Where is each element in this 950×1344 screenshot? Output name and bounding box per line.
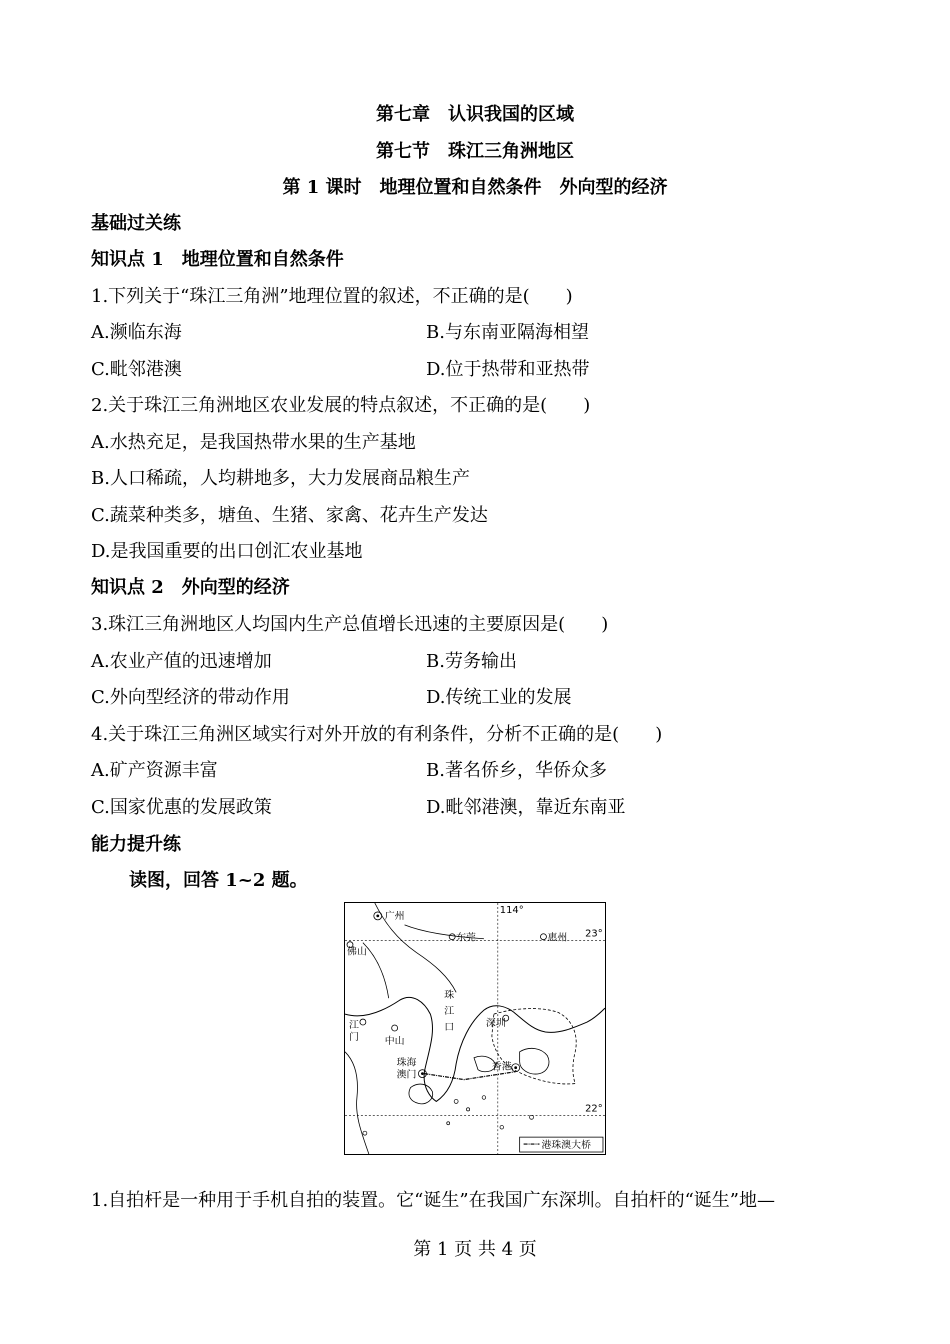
- question-2-stem: 2.关于珠江三角洲地区农业发展的特点叙述，不正确的是( ): [91, 395, 591, 416]
- q3-option-b: B.劳务输出: [426, 651, 517, 672]
- label-macao: 澳门: [396, 1069, 417, 1081]
- q1-option-d: D.位于热带和亚热带: [426, 359, 590, 380]
- q3-option-d: D.传统工业的发展: [426, 687, 572, 708]
- q2-option-d: D.是我国重要的出口创汇农业基地: [91, 541, 363, 562]
- page-footer: 第 1 页 共 4 页: [413, 1239, 537, 1260]
- question-3-stem: 3.珠江三角洲地区人均国内生产总值增长迅速的主要原因是( ): [91, 614, 609, 635]
- label-river-kou: 口: [444, 1021, 455, 1033]
- lesson-title: 第 1 课时 地理位置和自然条件 外向型的经济: [282, 177, 668, 198]
- q1-option-b: B.与东南亚隔海相望: [426, 322, 589, 343]
- knowledge-point-2: 知识点 2 外向型的经济: [91, 577, 290, 598]
- label-zhongshan: 中山: [384, 1035, 405, 1047]
- basic-heading: 基础过关练: [91, 213, 181, 234]
- label-hongkong: 香港: [491, 1061, 512, 1073]
- label-guangzhou: 广州: [384, 910, 405, 922]
- q3-option-a: A.农业产值的迅速增加: [91, 651, 272, 672]
- q4-option-a: A.矿产资源丰富: [91, 760, 218, 781]
- q4-option-b: B.著名侨乡，华侨众多: [426, 760, 607, 781]
- q3-option-c: C.外向型经济的带动作用: [91, 687, 290, 708]
- ability-heading: 能力提升练: [91, 834, 181, 855]
- q2-option-c: C.蔬菜种类多，塘鱼、生猪、家禽、花卉生产发达: [91, 505, 488, 526]
- map-instruction: 读图，回答 1~2 题。: [129, 870, 308, 891]
- label-foshan: 佛山: [347, 946, 367, 958]
- label-lat-22: 22°: [585, 1103, 603, 1115]
- section-title: 第七节 珠江三角洲地区: [376, 141, 574, 162]
- q2-option-b: B.人口稀疏，人均耕地多，大力发展商品粮生产: [91, 468, 470, 489]
- label-men: 门: [349, 1031, 359, 1043]
- label-zhuhai: 珠海: [396, 1057, 417, 1069]
- pearl-river-delta-map: [344, 902, 606, 1155]
- legend-label-bridge: 港珠澳大桥: [541, 1140, 592, 1152]
- q2-option-a: A.水热充足，是我国热带水果的生产基地: [91, 432, 416, 453]
- label-river-zhu: 珠: [444, 990, 455, 1002]
- label-huizhou: 惠州: [547, 932, 568, 944]
- label-jiang: 江: [349, 1020, 359, 1032]
- question-4-stem: 4.关于珠江三角洲区域实行对外开放的有利条件，分析不正确的是( ): [91, 724, 663, 745]
- label-shenzhen: 深圳: [485, 1018, 506, 1030]
- q4-option-c: C.国家优惠的发展政策: [91, 797, 272, 818]
- knowledge-point-1: 知识点 1 地理位置和自然条件: [91, 249, 344, 270]
- q4-option-d: D.毗邻港澳，靠近东南亚: [426, 797, 626, 818]
- label-lon-114: 114°: [499, 904, 524, 916]
- label-dongguan: 东莞: [456, 932, 476, 944]
- ability-question-1-stem: 1.自拍杆是一种用于手机自拍的装置。它“诞生”在我国广东深圳。自拍杆的“诞生”地—: [91, 1190, 775, 1211]
- question-1-stem: 1.下列关于“珠江三角洲”地理位置的叙述，不正确的是( ): [91, 286, 573, 307]
- q1-option-c: C.毗邻港澳: [91, 359, 182, 380]
- label-river-jiang: 江: [444, 1006, 455, 1018]
- label-lat-23: 23°: [585, 928, 603, 940]
- chapter-title: 第七章 认识我国的区域: [376, 104, 574, 125]
- q1-option-a: A.濒临东海: [91, 322, 182, 343]
